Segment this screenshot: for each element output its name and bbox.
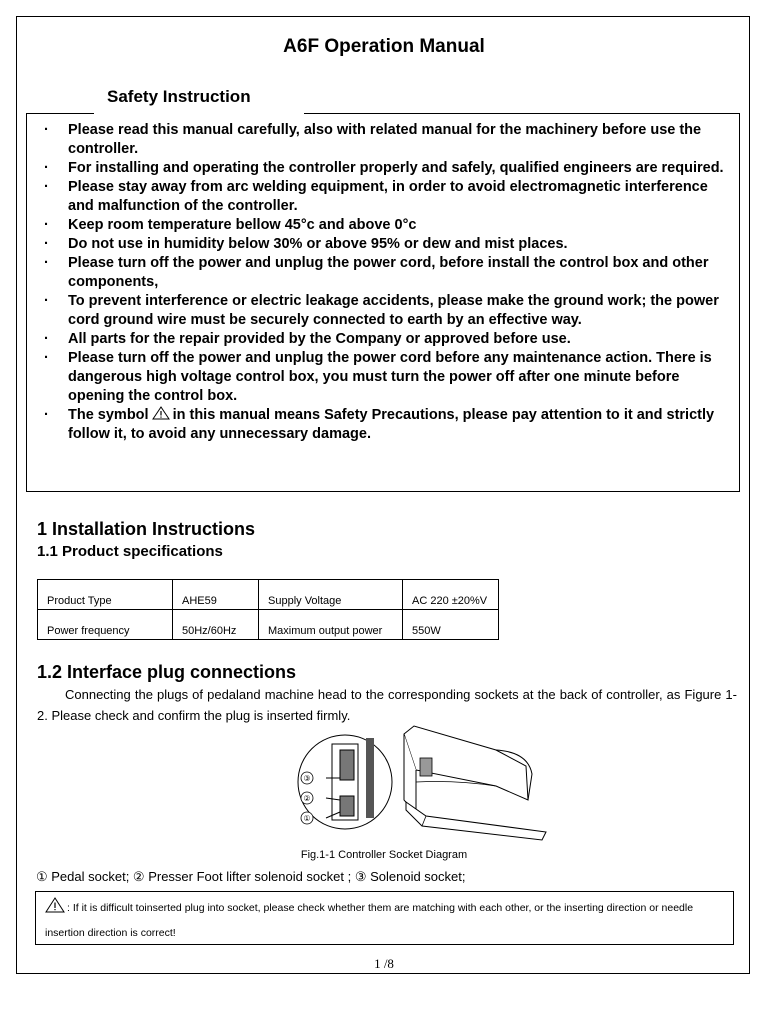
table-row (38, 580, 499, 610)
safety-item-text: Please turn off the power and unplug the power cord before any maintenance action. There is dangerous high voltage control box, you must turn the power off after one minute before opening the control box. (68, 350, 712, 404)
callout-label: ③ (303, 774, 311, 783)
safety-heading: Safety Instruction (107, 87, 251, 106)
safety-item (44, 406, 734, 444)
safety-item-text: Keep room temperature bellow 45°c and above 0°c (68, 217, 417, 233)
safety-item-text: in this manual means Safety Precautions, please pay attention to it and strictly follow it, to avoid any unnecessary damage. (68, 407, 715, 442)
socket-legend: ① Pedal socket; ② Presser Foot lifter solenoid socket ; ③ Solenoid socket; (36, 869, 466, 884)
bullet: · (44, 122, 49, 138)
safety-item (44, 121, 734, 159)
safety-item (44, 178, 734, 216)
controller-socket-diagram (296, 722, 552, 850)
warning-triangle-icon (45, 897, 65, 913)
safety-item (44, 330, 734, 349)
table-cell: 550W (403, 610, 499, 640)
table-cell: Maximum output power (259, 610, 403, 640)
safety-item-text: All parts for the repair provided by the Company or approved before use. (68, 331, 571, 347)
safety-item-text: Please read this manual carefully, also with related manual for the machinery before use the controller. (68, 122, 702, 157)
safety-list (44, 121, 734, 444)
bullet: · (44, 255, 49, 271)
bullet: · (44, 331, 49, 347)
table-cell: 50Hz/60Hz (173, 610, 259, 640)
safety-item (44, 349, 734, 406)
table-cell: Product Type (38, 580, 173, 610)
table-row (38, 610, 499, 640)
safety-item (44, 254, 734, 292)
safety-item-text: Please turn off the power and unplug the power cord, before install the control box and other components, (68, 255, 709, 290)
subsection-heading-specs: 1.1 Product specifications (37, 543, 223, 560)
warning-note (35, 891, 734, 945)
interface-paragraph: Connecting the plugs of pedaland machine head to the corresponding sockets at the back of controller, as Figure 1-2. Please check and confirm the plug is inserted firmly. (37, 687, 737, 723)
callout-label: ② (303, 794, 311, 803)
bullet: · (44, 179, 49, 195)
bullet: · (44, 236, 49, 252)
figure-caption: Fig.1-1 Controller Socket Diagram (300, 849, 468, 861)
table-cell: Power frequency (38, 610, 173, 640)
section-heading-installation: 1 Installation Instructions (37, 519, 256, 539)
document-title: A6F Operation Manual (283, 36, 485, 57)
warning-triangle-icon (152, 406, 170, 420)
safety-item (44, 159, 734, 178)
safety-item-text: For installing and operating the controller properly and safely, qualified engineers are required. (68, 160, 724, 176)
table-cell: AHE59 (173, 580, 259, 610)
callout-label: ① (303, 814, 311, 823)
safety-item-text: The symbol (68, 407, 149, 423)
bullet: · (44, 293, 49, 309)
safety-item (44, 235, 734, 254)
table-cell: AC 220 ±20%V (403, 580, 499, 610)
bullet: · (44, 160, 49, 176)
page-number: 1 /8 (374, 956, 394, 971)
subsection-heading-interface: 1.2 Interface plug connections (37, 662, 297, 682)
safety-item-text: Please stay away from arc welding equipment, in order to avoid electromagnetic interference and malfunction of the controller. (68, 179, 708, 214)
warning-note-text: : If it is difficult toinserted plug into socket, please check whether them are matching with each other, or the inserting direction or needle insertion direction is correct! (45, 902, 694, 939)
bullet: · (44, 407, 49, 423)
safety-item (44, 216, 734, 235)
specs-table (37, 579, 499, 640)
safety-item-text: Do not use in humidity below 30% or above 95% or dew and mist places. (68, 236, 568, 252)
bullet: · (44, 217, 49, 233)
table-cell: Supply Voltage (259, 580, 403, 610)
safety-item (44, 292, 734, 330)
safety-item-text: To prevent interference or electric leakage accidents, please make the ground work; the power cord ground wire must be securely connected to earth by an effective way. (68, 293, 719, 328)
bullet: · (44, 350, 49, 366)
